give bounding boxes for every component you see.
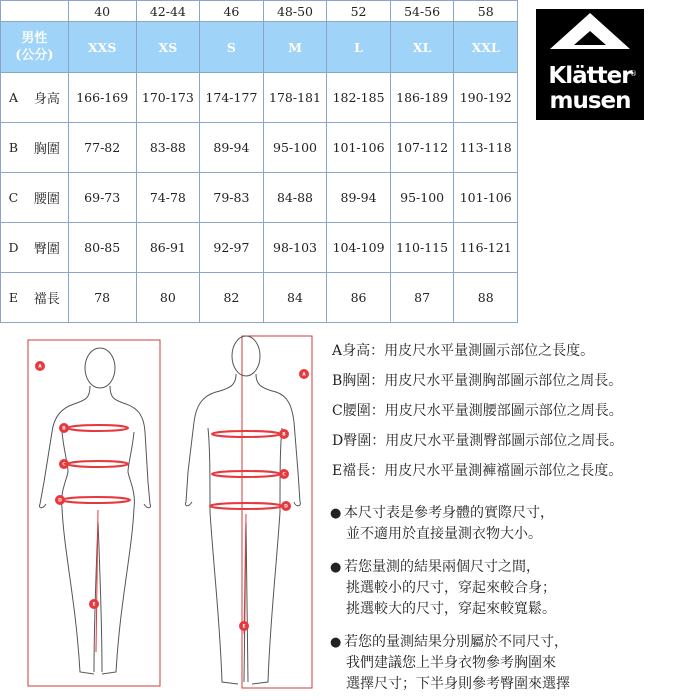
size-label-cell: XL [390, 22, 454, 73]
female-figure [39, 348, 150, 674]
note-text: 挑選較大的尺寸，穿起來較寬鬆。 [346, 601, 556, 617]
size-label-cell: XS [136, 22, 200, 73]
row-name [26, 273, 68, 323]
definition-waist: C腰圍：用皮尺水平量測腰部圖示部位之周長。 [332, 403, 623, 419]
svg-text:D: D [284, 504, 288, 510]
note-text: 並不適用於直接量測衣物大小。 [346, 526, 542, 542]
table-cell: 83-88 [136, 123, 200, 173]
table-cell: 82 [200, 273, 264, 323]
table-row [1, 223, 518, 273]
table-cell: 107-112 [390, 123, 454, 173]
table-cell: 110-115 [390, 223, 454, 273]
table-cell: 186-189 [390, 73, 454, 123]
eu-size-cell: 58 [454, 1, 518, 22]
size-label-row [1, 22, 518, 73]
table-corner [1, 1, 69, 22]
row-name [26, 123, 68, 173]
eu-size-cell: 48-50 [263, 1, 327, 22]
marker-c-icon [59, 459, 69, 469]
marker-e-icon [89, 599, 99, 609]
note-text: 我們建議您上半身衣物參考胸圍來 [346, 655, 556, 671]
note-text: 挑選較小的尺寸，穿起來較合身； [346, 580, 556, 596]
table-cell: 87 [390, 273, 454, 323]
definition-chest: B胸圍：用皮尺水平量測胸部圖示部位之周長。 [332, 373, 623, 389]
female-hip-line [62, 497, 130, 503]
table-row [1, 73, 518, 123]
table-cell: 101-106 [454, 173, 518, 223]
note-item [330, 503, 700, 545]
table-cell: 79-83 [200, 173, 264, 223]
header-label-unit: (公分) [15, 48, 54, 63]
marker-d-icon [55, 495, 65, 505]
size-label-cell: S [200, 22, 264, 73]
table-row [1, 123, 518, 173]
table-cell: 170-173 [136, 73, 200, 123]
marker-d-icon [281, 501, 291, 511]
svg-text:E: E [92, 602, 96, 608]
size-label-cell: L [327, 22, 391, 73]
row-name-text: 身高 [33, 92, 60, 107]
row-letter: A [1, 73, 26, 123]
table-cell: 178-181 [263, 73, 327, 123]
marker-a-icon [35, 361, 45, 371]
female-chest-line [68, 425, 128, 431]
note-text: 選擇尺寸；下半身則參考臀圍來選擇 [346, 676, 570, 692]
svg-text:B: B [62, 426, 66, 432]
table-cell: 89-94 [327, 173, 391, 223]
registered-mark: ® [630, 70, 637, 78]
measurement-figures [24, 332, 324, 694]
row-name [26, 73, 68, 123]
marker-b-icon [59, 423, 69, 433]
marker-c-icon [279, 469, 289, 479]
table-cell: 80-85 [68, 223, 136, 273]
note-item [330, 632, 700, 695]
header-label [1, 22, 69, 73]
table-cell: 84-88 [263, 173, 327, 223]
male-waist-line [212, 471, 280, 477]
size-label-cell: XXL [454, 22, 518, 73]
male-chest-line [212, 431, 280, 437]
table-cell: 78 [68, 273, 136, 323]
svg-text:E: E [242, 624, 246, 630]
row-name-text: 臀圍 [33, 242, 60, 257]
svg-text:D: D [58, 498, 62, 504]
eu-size-cell: 46 [200, 1, 264, 22]
note-text: 若您的量測結果分別屬於不同尺寸， [344, 634, 568, 650]
row-letter: C [1, 173, 26, 223]
table-cell: 80 [136, 273, 200, 323]
eu-size-cell: 42-44 [136, 1, 200, 22]
table-cell: 74-78 [136, 173, 200, 223]
row-name [26, 223, 68, 273]
definition-inseam: E襠長：用皮尺水平量測褲襠圖示部位之長度。 [332, 463, 623, 479]
row-letter: E [1, 273, 26, 323]
table-cell: 98-103 [263, 223, 327, 273]
eu-size-cell: 52 [327, 1, 391, 22]
row-name [26, 173, 68, 223]
row-name-text: 襠長 [33, 292, 60, 307]
row-letter: D [1, 223, 26, 273]
table-cell: 92-97 [200, 223, 264, 273]
eu-size-cell: 54-56 [390, 1, 454, 22]
size-label-cell: M [263, 22, 327, 73]
svg-text:B: B [282, 432, 286, 438]
male-hip-line [210, 503, 282, 509]
header-label-gender: 男性 [21, 31, 48, 46]
table-cell: 174-177 [200, 73, 264, 123]
sizing-notes [330, 503, 700, 695]
bullet-icon: ● [330, 635, 342, 650]
table-cell: 116-121 [454, 223, 518, 273]
table-cell: 77-82 [68, 123, 136, 173]
table-cell: 166-169 [68, 73, 136, 123]
table-cell: 88 [454, 273, 518, 323]
table-cell: 86 [327, 273, 391, 323]
table-cell: 190-192 [454, 73, 518, 123]
definition-height: A身高：用皮尺水平量測圖示部位之長度。 [332, 343, 595, 359]
table-cell: 182-185 [327, 73, 391, 123]
svg-text:A: A [38, 364, 42, 370]
marker-a-icon [299, 369, 309, 379]
male-figure-frame [242, 336, 312, 688]
table-cell: 104-109 [327, 223, 391, 273]
female-waist-line [68, 461, 128, 467]
size-chart-table [0, 0, 518, 323]
table-cell: 95-100 [263, 123, 327, 173]
row-name-text: 腰圍 [33, 192, 60, 207]
eu-size-cell: 40 [68, 1, 136, 22]
svg-text:A: A [302, 372, 306, 378]
table-cell: 113-118 [454, 123, 518, 173]
measurement-definitions [332, 342, 700, 492]
note-item [330, 557, 700, 620]
table-cell: 95-100 [390, 173, 454, 223]
eu-size-row [1, 1, 518, 22]
table-cell: 84 [263, 273, 327, 323]
row-letter: B [1, 123, 26, 173]
table-cell: 101-106 [327, 123, 391, 173]
definition-hip: D臀圍：用皮尺水平量測臀部圖示部位之周長。 [332, 433, 624, 449]
logo-line-1: Klätter [548, 63, 632, 89]
table-cell: 86-91 [136, 223, 200, 273]
note-text: 若您量測的結果兩個尺寸之間， [344, 559, 540, 575]
bullet-icon: ● [330, 560, 342, 575]
table-row [1, 273, 518, 323]
marker-b-icon [279, 429, 289, 439]
bullet-icon: ● [330, 506, 342, 521]
table-row [1, 173, 518, 223]
table-cell: 89-94 [200, 123, 264, 173]
size-label-cell: XXS [68, 22, 136, 73]
row-name-text: 胸圍 [33, 142, 60, 157]
svg-text:C: C [62, 462, 66, 468]
marker-e-icon [239, 621, 249, 631]
klattermusen-logo [536, 9, 644, 120]
table-cell: 69-73 [68, 173, 136, 223]
svg-text:C: C [282, 472, 286, 478]
logo-line-2: musen [549, 88, 631, 114]
note-text: 本尺寸表是參考身體的實際尺寸， [344, 505, 554, 521]
